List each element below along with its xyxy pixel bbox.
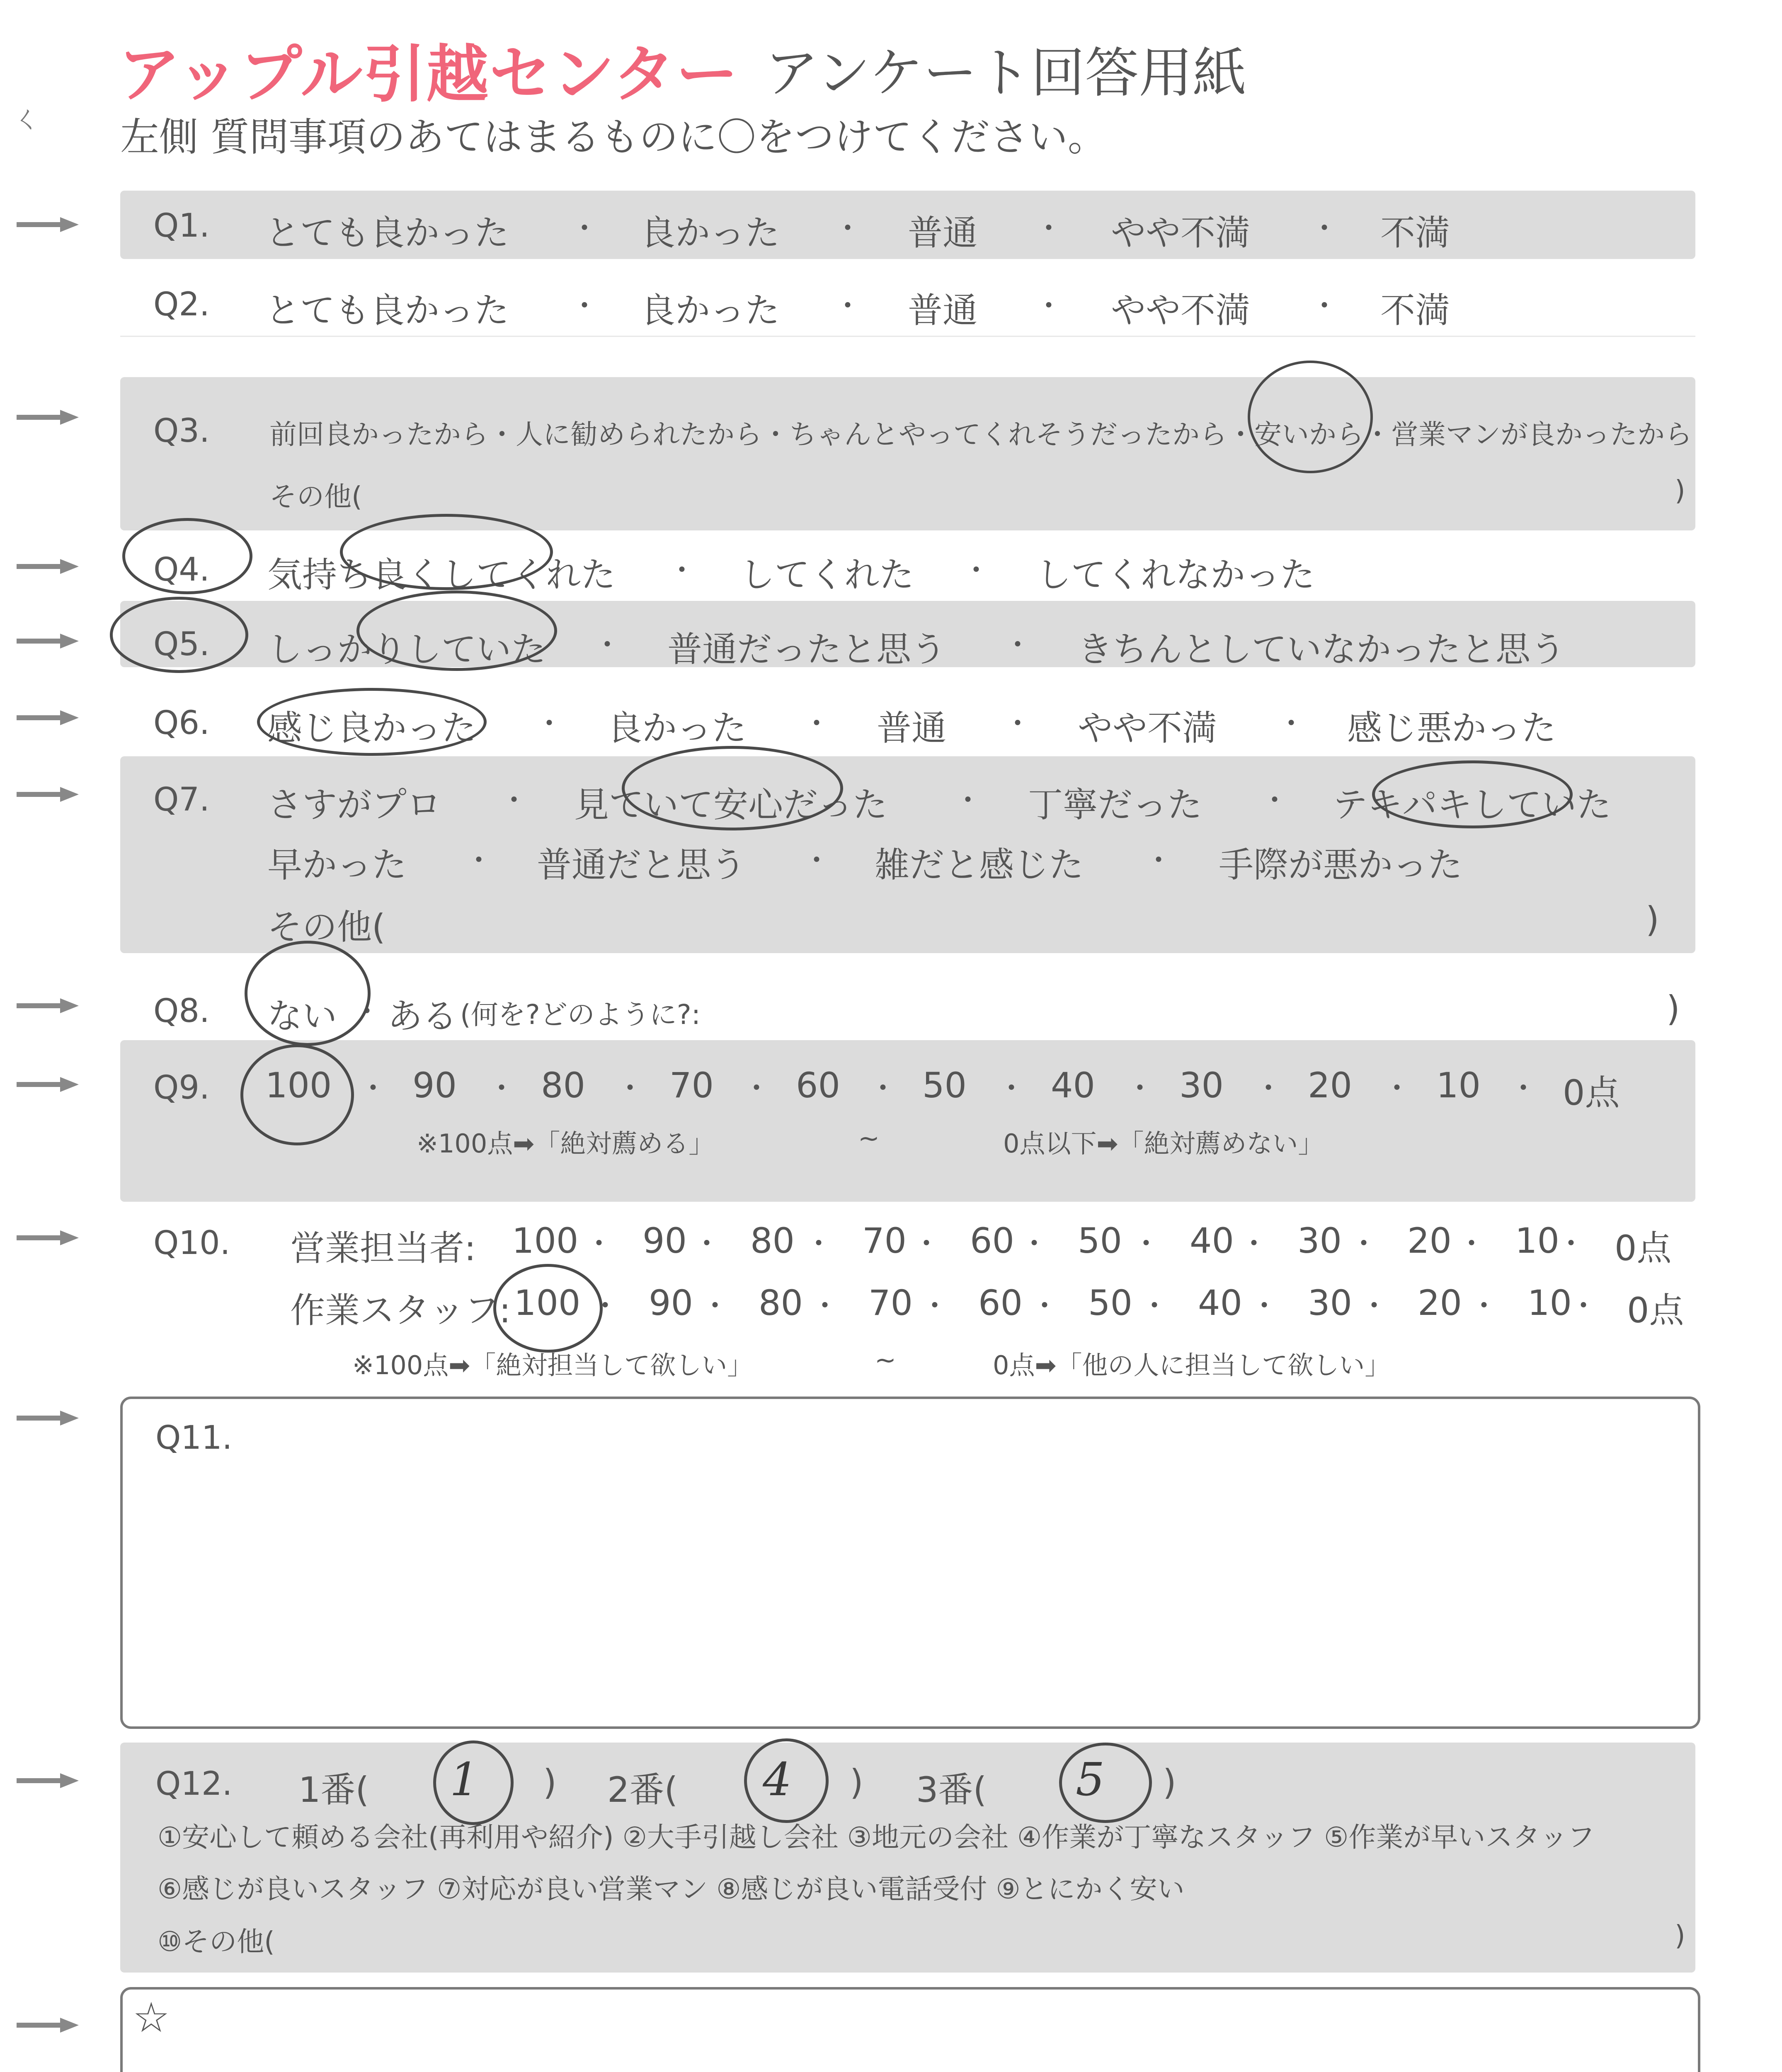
company-title: アップル引越センター	[118, 39, 739, 111]
separator-dot: ・	[359, 1071, 388, 1105]
q7-option[interactable]: 丁寧だった	[1028, 784, 1203, 825]
q7-option[interactable]: 手際が悪かった	[1219, 845, 1463, 885]
q7-option[interactable]: テキパキしていた	[1333, 784, 1612, 825]
arrow-icon	[17, 785, 79, 804]
q7-option[interactable]: 見ていて安心だった	[574, 784, 888, 825]
q10-sales-score[interactable]: 40	[1190, 1220, 1234, 1261]
q6-label: Q6.	[153, 704, 210, 742]
q9-score[interactable]: 40	[1051, 1065, 1095, 1106]
q9-score[interactable]: 60	[796, 1065, 840, 1106]
answer-circle	[1372, 760, 1573, 828]
q10-sales-score[interactable]: 80	[750, 1220, 795, 1261]
arrow-icon	[17, 1075, 79, 1094]
separator-dot: ・	[1140, 1289, 1169, 1323]
q12-rank1-close: )	[543, 1762, 557, 1803]
separator-dot: ・	[352, 995, 381, 1029]
q12-rank3-value[interactable]: 5	[1076, 1753, 1105, 1806]
separator-dot: ・	[667, 553, 696, 587]
separator-dot: ・	[962, 553, 991, 587]
answer-circle	[257, 688, 487, 756]
q9-label: Q9.	[153, 1069, 210, 1106]
q4-option[interactable]: してくれた	[740, 554, 914, 595]
arrow-icon	[17, 215, 79, 234]
q10-sales-score[interactable]: 50	[1078, 1220, 1122, 1261]
q10-staff-score[interactable]: 90	[649, 1283, 693, 1323]
q6-option[interactable]: 感じ悪かった	[1347, 708, 1557, 748]
q10-label: Q10.	[153, 1225, 230, 1262]
q10-sales-score[interactable]: 30	[1297, 1220, 1342, 1261]
separator-dot: ・	[1020, 1227, 1049, 1261]
q2-option[interactable]: 良かった	[640, 290, 780, 331]
q7-option[interactable]: 雑だと感じた	[875, 845, 1084, 885]
divider	[120, 336, 1695, 337]
separator-dot: ・	[570, 289, 599, 323]
q4-option[interactable]: してくれなかった	[1036, 554, 1315, 595]
q8-prompt: (何を?どのように?:	[460, 999, 701, 1031]
q9-score[interactable]: 20	[1308, 1065, 1352, 1106]
answer-circle	[245, 941, 371, 1046]
arrow-icon	[17, 2016, 79, 2034]
q10-note-left: ※100点➡「絶対担当して欲しい」	[352, 1350, 753, 1380]
form-subtitle: アンケート回答用紙	[765, 41, 1247, 104]
answer-circle	[110, 597, 248, 673]
separator-dot: ・	[1557, 1227, 1586, 1261]
q10-staff-score[interactable]: 70	[868, 1283, 913, 1323]
q9-score[interactable]: 70	[669, 1065, 714, 1106]
separator-dot: ・	[833, 289, 862, 323]
q7-other-close: )	[1646, 899, 1659, 940]
q12-rank3-close: )	[1163, 1762, 1176, 1803]
q1-option[interactable]: とても良かった	[265, 213, 509, 253]
separator-dot: ・	[1250, 1289, 1279, 1323]
q3-other[interactable]: その他(	[269, 481, 362, 513]
separator-dot: ・	[1034, 211, 1063, 245]
q9-note-left: ※100点➡「絶対薦める」	[417, 1128, 715, 1159]
separator-dot: ・	[1030, 1289, 1059, 1323]
q10-sales-score[interactable]: 60	[970, 1220, 1014, 1261]
answer-circle	[433, 1740, 514, 1825]
separator-dot: ・	[1310, 211, 1339, 245]
q7-option[interactable]: さすがプロ	[267, 784, 442, 825]
separator-dot: ・	[804, 1227, 833, 1261]
separator-dot: ・	[1003, 628, 1032, 662]
q10-sales-score[interactable]: 20	[1407, 1220, 1452, 1261]
separator-dot: ・	[1034, 289, 1063, 323]
separator-dot: ・	[953, 783, 982, 817]
comment-box[interactable]	[120, 1987, 1700, 2072]
separator-dot: ・	[1569, 1289, 1598, 1323]
q9-score[interactable]: 30	[1179, 1065, 1224, 1106]
q12-choices-other[interactable]: ⑩その他(	[158, 1926, 275, 1958]
q10-sales-score[interactable]: 70	[862, 1220, 907, 1261]
separator-dot: ・	[868, 1071, 897, 1105]
separator-dot: ・	[997, 1071, 1026, 1105]
q10-staff-score[interactable]: 0点	[1627, 1290, 1684, 1331]
q9-score[interactable]: 50	[922, 1065, 967, 1106]
q12-choices-line1: ①安心して頼める会社(再利用や紹介) ②大手引越し会社 ③地元の会社 ④作業が丁寧なスタッフ ⑤作業が早いスタッフ	[158, 1821, 1595, 1853]
q4-label: Q4.	[153, 551, 210, 588]
separator-dot: ・	[584, 1227, 613, 1261]
separator-dot: ・	[802, 843, 831, 877]
separator-dot: ・	[810, 1289, 839, 1323]
q7-other[interactable]: その他(	[267, 907, 385, 947]
q2-option[interactable]: とても良かった	[265, 290, 509, 331]
answer-circle	[356, 591, 557, 671]
q12-rank2-close: )	[850, 1762, 863, 1803]
arrow-icon	[17, 997, 79, 1015]
q11-answer-box[interactable]	[120, 1397, 1700, 1729]
separator-dot: ・	[1310, 289, 1339, 323]
q10-sales-score[interactable]: 100	[512, 1220, 579, 1261]
q1-label: Q1.	[153, 207, 210, 244]
separator-dot: ・	[499, 783, 529, 817]
q5-option[interactable]: 普通だったと思う	[667, 629, 946, 670]
separator-dot: ・	[570, 211, 599, 245]
q10-tilde: ~	[875, 1345, 896, 1375]
q4-option[interactable]: 気持ち良くしてくれた	[267, 554, 616, 595]
q10-staff-label: 作業スタッフ:	[290, 1290, 511, 1331]
q5-option[interactable]: きちんとしていなかったと思う	[1078, 629, 1566, 670]
arrow-icon	[17, 1772, 79, 1790]
separator-dot: ・	[692, 1227, 721, 1261]
q3-options-line[interactable]: 前回良かったから・人に勧められたから・ちゃんとやってくれそうだったから・安いから・営業マンが良かったから	[269, 419, 1692, 450]
arrow-icon	[17, 557, 79, 576]
q6-option[interactable]: 良かった	[607, 708, 747, 748]
separator-dot: ・	[912, 1227, 941, 1261]
q3-label: Q3.	[153, 412, 210, 450]
separator-dot: ・	[701, 1289, 730, 1323]
q10-staff-score[interactable]: 20	[1418, 1283, 1462, 1323]
q7-label: Q7.	[153, 781, 210, 818]
q5-label: Q5.	[153, 626, 210, 663]
arrow-icon	[17, 408, 79, 426]
separator-dot: ・	[1509, 1071, 1538, 1105]
instruction-text: 左側 質問事項のあてはまるものに〇をつけてください。	[120, 115, 1107, 160]
q8-option-no[interactable]: ない	[267, 996, 337, 1036]
arrow-icon	[17, 709, 79, 727]
separator-dot: ・	[1382, 1071, 1411, 1105]
separator-dot: ・	[802, 707, 831, 741]
separator-dot: ・	[1239, 1227, 1268, 1261]
q10-sales-score[interactable]: 10	[1515, 1220, 1559, 1261]
answer-circle	[1059, 1743, 1152, 1823]
q5-option[interactable]: しっかりしていた	[267, 629, 546, 670]
q12-choices-line2: ⑥感じが良いスタッフ ⑦対応が良い営業マン ⑧感じが良い電話受付 ⑨とにかく安い	[158, 1873, 1185, 1905]
q10-staff-score[interactable]: 60	[978, 1283, 1023, 1323]
separator-dot: ・	[1349, 1227, 1378, 1261]
q10-staff-score[interactable]: 100	[514, 1283, 581, 1323]
arrow-icon	[17, 632, 79, 650]
q8-label: Q8.	[153, 992, 210, 1030]
separator-dot: ・	[487, 1071, 516, 1105]
answer-circle	[1248, 361, 1373, 473]
q11-label: Q11.	[155, 1419, 233, 1457]
separator-dot: ・	[593, 628, 622, 662]
q9-band	[120, 1040, 1695, 1202]
separator-dot: ・	[616, 1071, 645, 1105]
separator-dot: ・	[1277, 707, 1306, 741]
q12-rank2-label: 2番(	[607, 1769, 678, 1810]
separator-dot: ・	[1003, 707, 1032, 741]
answer-circle	[340, 514, 553, 590]
q2-option[interactable]: 不満	[1380, 290, 1450, 331]
answer-circle	[744, 1738, 829, 1823]
q10-staff-score[interactable]: 50	[1088, 1283, 1132, 1323]
q2-option[interactable]: 普通	[908, 290, 978, 331]
q9-score[interactable]: 90	[412, 1065, 457, 1106]
q12-other-close: )	[1675, 1920, 1685, 1951]
separator-dot: ・	[920, 1289, 949, 1323]
q10-staff-score[interactable]: 30	[1308, 1283, 1352, 1323]
separator-dot: ・	[535, 707, 564, 741]
q3-other-close: )	[1675, 474, 1685, 506]
q12-rank1-value[interactable]: 1	[450, 1753, 479, 1806]
q1-option[interactable]: 良かった	[640, 213, 780, 253]
q6-option[interactable]: 普通	[877, 708, 947, 748]
q12-rank2-value[interactable]: 4	[763, 1753, 792, 1806]
separator-dot: ・	[1260, 783, 1289, 817]
margin-mark: ㄑ	[12, 102, 41, 136]
separator-dot: ・	[1457, 1227, 1486, 1261]
q1-option[interactable]: 不満	[1380, 213, 1450, 253]
q1-option[interactable]: 普通	[908, 213, 978, 253]
q12-label: Q12.	[155, 1765, 233, 1803]
q6-option[interactable]: 感じ良かった	[267, 708, 477, 748]
q9-score[interactable]: 100	[265, 1065, 332, 1106]
q7-option[interactable]: 早かった	[267, 845, 407, 885]
separator-dot: ・	[591, 1289, 620, 1323]
q9-note-right: 0点以下➡「絶対薦めない」	[1003, 1128, 1324, 1159]
separator-dot: ・	[1360, 1289, 1389, 1323]
q2-option[interactable]: やや不満	[1111, 290, 1251, 331]
q6-option[interactable]: やや不満	[1078, 708, 1217, 748]
q10-sales-label: 営業担当者:	[290, 1228, 476, 1268]
q8-close: )	[1666, 988, 1680, 1029]
arrow-icon	[17, 1229, 79, 1247]
q12-rank3-label: 3番(	[916, 1769, 987, 1810]
separator-dot: ・	[1469, 1289, 1498, 1323]
q7-option[interactable]: 普通だと思う	[537, 845, 746, 885]
q9-score[interactable]: 80	[541, 1065, 585, 1106]
q10-sales-score[interactable]: 90	[642, 1220, 687, 1261]
q10-staff-score[interactable]: 10	[1527, 1283, 1572, 1323]
q2-label: Q2.	[153, 286, 210, 323]
separator-dot: ・	[833, 211, 862, 245]
arrow-icon	[17, 1409, 79, 1427]
q9-tilde: ~	[858, 1123, 880, 1153]
answer-circle	[622, 746, 843, 830]
q10-staff-score[interactable]: 40	[1198, 1283, 1242, 1323]
q8-option-yes[interactable]: ある	[388, 996, 458, 1036]
answer-circle	[493, 1264, 603, 1353]
q10-sales-score[interactable]: 0点	[1615, 1228, 1672, 1268]
separator-dot: ・	[742, 1071, 771, 1105]
q9-score[interactable]: 10	[1436, 1065, 1481, 1106]
q9-score[interactable]: 0点	[1563, 1072, 1620, 1113]
q10-staff-score[interactable]: 80	[759, 1283, 803, 1323]
separator-dot: ・	[1132, 1227, 1161, 1261]
separator-dot: ・	[1144, 843, 1173, 877]
answer-circle	[122, 518, 252, 594]
separator-dot: ・	[1125, 1071, 1154, 1105]
answer-circle	[240, 1044, 354, 1145]
separator-dot: ・	[464, 843, 493, 877]
q12-rank1-label: 1番(	[298, 1769, 369, 1810]
separator-dot: ・	[1254, 1071, 1283, 1105]
star-icon: ☆	[133, 1993, 170, 2042]
q10-note-right: 0点➡「他の人に担当して欲しい」	[993, 1350, 1391, 1380]
q1-option[interactable]: やや不満	[1111, 213, 1251, 253]
